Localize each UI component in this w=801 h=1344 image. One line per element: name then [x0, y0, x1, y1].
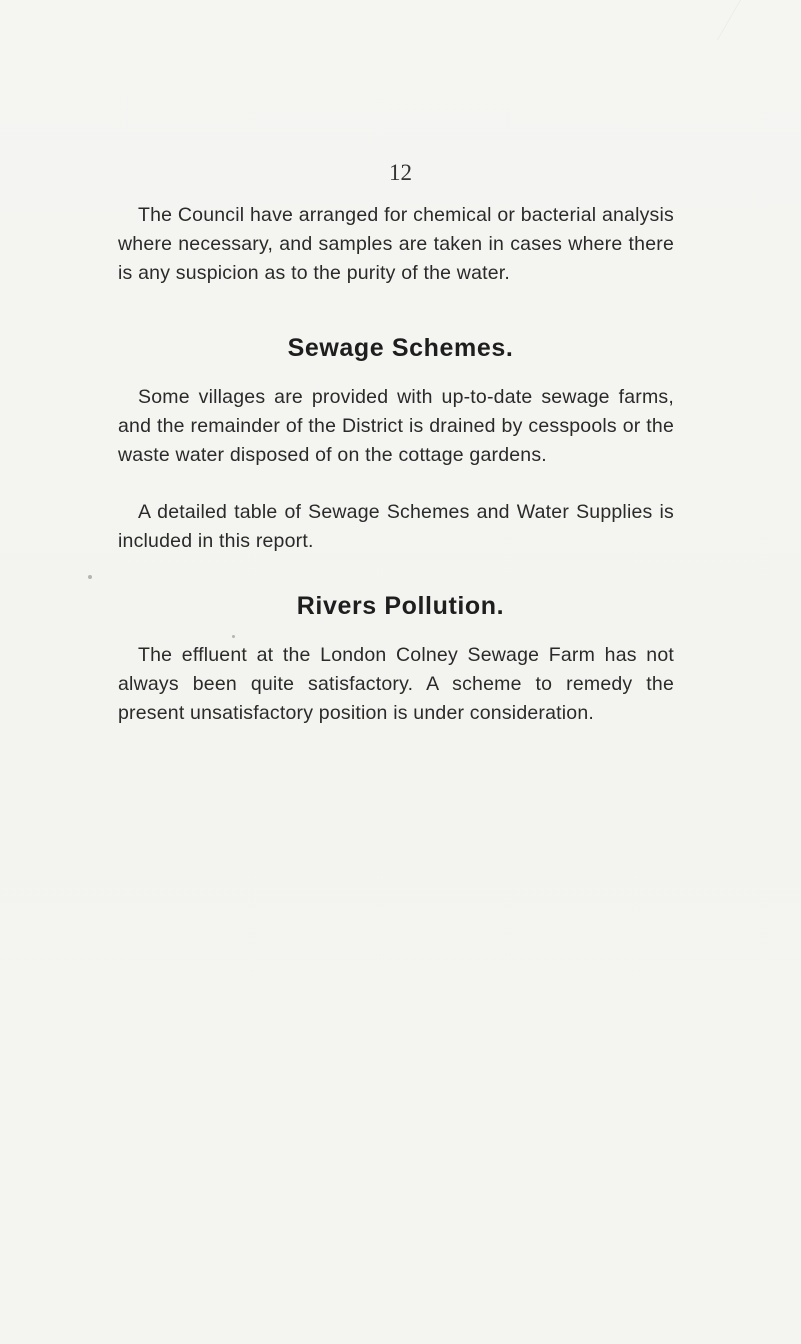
water-analysis-paragraph: The Council have arranged for chemical or bacterial analysis where necessary, and samples are taken in cases where there is any suspicion as to the purity of the water.: [118, 204, 674, 284]
paper-speck: [232, 635, 235, 638]
sewage-villages-paragraph: Some villages are provided with up-to-date sewage farms, and the remainder of the District is drained by cesspools or the waste water disposed of on the cottage gardens.: [118, 386, 674, 466]
sewage-table-paragraph: A detailed table of Sewage Schemes and Water Supplies is included in this report.: [118, 501, 674, 552]
rivers-pollution-heading: Rivers Pollution.: [296, 592, 505, 620]
sewage-schemes-heading: Sewage Schemes.: [287, 334, 514, 362]
page-number: 12: [389, 160, 412, 185]
rivers-pollution-paragraph: The effluent at the London Colney Sewage Farm has not always been quite satisfactory. A scheme to remedy the present unsatisfactory position is under consideration.: [118, 644, 674, 724]
paper-speck: [88, 575, 92, 579]
page-corner-mark: [717, 0, 801, 40]
